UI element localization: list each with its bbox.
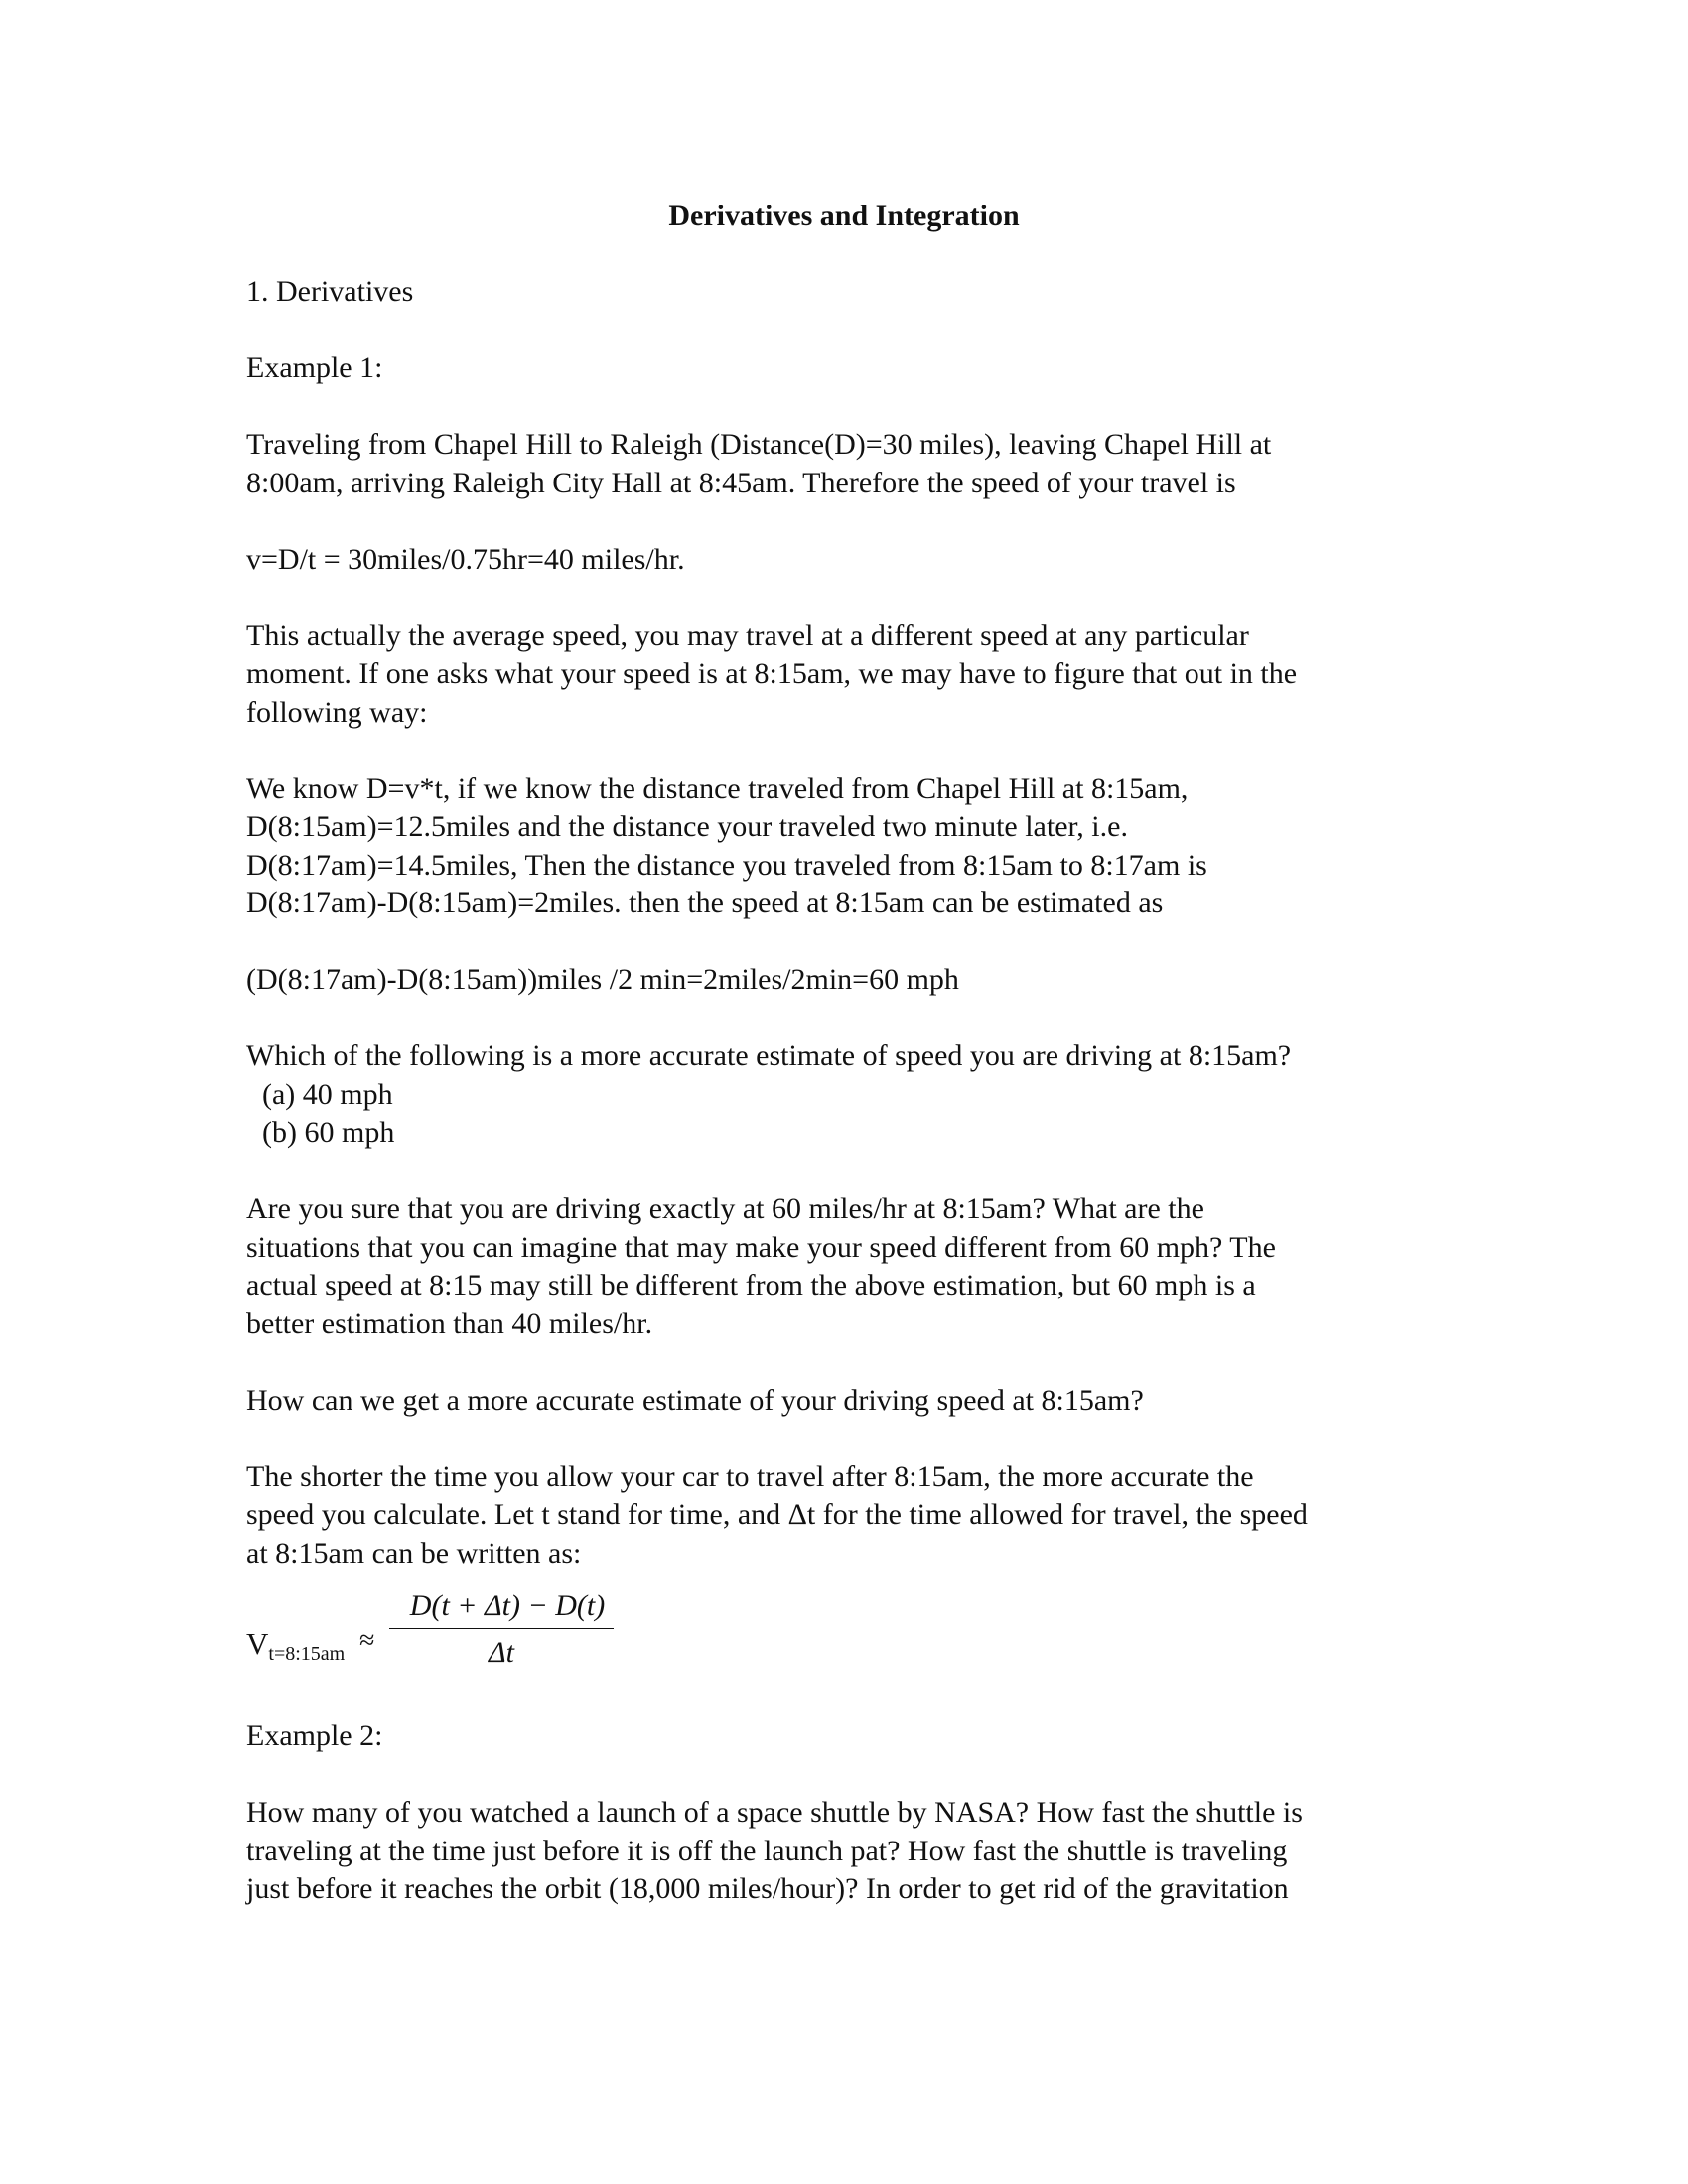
- formula-fraction: [389, 1588, 614, 1671]
- answer-options: [246, 1076, 1468, 1153]
- approx-symbol: ≈: [359, 1625, 375, 1656]
- text-line: The shorter the time you allow your car to travel after 8:15am, the more accurate the: [246, 1459, 1254, 1493]
- formula-subscript: t=8:15am: [268, 1643, 346, 1665]
- text-line: 8:00am, arriving Raleigh City Hall at 8:45am. Therefore the speed of your travel is: [246, 466, 1236, 499]
- text-line: Are you sure that you are driving exactly at 60 miles/hr at 8:15am? What are the: [246, 1192, 1204, 1225]
- speed-estimate-equation: (D(8:17am)-D(8:15am))miles /2 min=2miles/2min=60 mph: [246, 963, 959, 996]
- section-heading: 1. Derivatives: [246, 275, 414, 308]
- text-line: D(8:17am)-D(8:15am)=2miles. then the speed at 8:15am can be estimated as: [246, 887, 1164, 919]
- example-1-intro-paragraph: [246, 426, 1468, 502]
- document-title: Derivatives and Integration: [668, 200, 1020, 232]
- shorter-time-paragraph: [246, 1458, 1468, 1573]
- example-2-paragraph: [246, 1794, 1468, 1909]
- text-line: D(8:15am)=12.5miles and the distance your traveled two minute later, i.e.: [246, 810, 1128, 843]
- formula-variable: V: [246, 1626, 269, 1661]
- accuracy-paragraph: [246, 1190, 1468, 1343]
- text-line: speed you calculate. Let t stand for time, and Δt for the time allowed for travel, the speed: [246, 1498, 1308, 1531]
- example-2-label: Example 2:: [246, 1719, 383, 1752]
- text-line: better estimation than 40 miles/hr.: [246, 1306, 653, 1340]
- text-line: situations that you can imagine that may make your speed different from 60 mph? The: [246, 1230, 1276, 1264]
- text-line: traveling at the time just before it is off the launch pat? How fast the shuttle is traveling: [246, 1834, 1288, 1867]
- document-body: [246, 273, 1468, 1947]
- text-line: at 8:15am can be written as:: [246, 1536, 582, 1570]
- text-line: just before it reaches the orbit (18,000 miles/hour)? In order to get rid of the gravitation: [246, 1872, 1289, 1905]
- accurate-estimate-question: How can we get a more accurate estimate of your driving speed at 8:15am?: [246, 1383, 1144, 1417]
- formula-numerator: D(t + Δt) − D(t): [409, 1589, 606, 1622]
- text-line: moment. If one asks what your speed is at 8:15am, we may have to figure that out in the: [246, 657, 1298, 690]
- text-line: actual speed at 8:15 may still be different from the above estimation, but 60 mph is a: [246, 1269, 1256, 1301]
- average-speed-paragraph: [246, 617, 1468, 733]
- option-b: (b) 60 mph: [262, 1116, 395, 1149]
- formula-denominator: Δt: [489, 1636, 514, 1669]
- derivative-formula: [246, 1588, 1468, 1698]
- text-line: We know D=v*t, if we know the distance traveled from Chapel Hill at 8:15am,: [246, 771, 1189, 805]
- average-speed-equation: v=D/t = 30miles/0.75hr=40 miles/hr.: [246, 542, 685, 576]
- text-line: following way:: [246, 695, 428, 729]
- fraction-bar: [389, 1628, 614, 1629]
- distance-paragraph: [246, 770, 1468, 923]
- example-1-label: Example 1:: [246, 351, 383, 384]
- formula-lhs: [246, 1625, 345, 1674]
- option-a: (a) 40 mph: [262, 1077, 393, 1111]
- question-text: Which of the following is a more accurate estimate of speed you are driving at 8:15am?: [246, 1039, 1292, 1072]
- text-line: Traveling from Chapel Hill to Raleigh (Distance(D)=30 miles), leaving Chapel Hill at: [246, 428, 1272, 461]
- text-line: How many of you watched a launch of a space shuttle by NASA? How fast the shuttle is: [246, 1796, 1303, 1829]
- text-line: D(8:17am)=14.5miles, Then the distance you traveled from 8:15am to 8:17am is: [246, 848, 1207, 882]
- text-line: This actually the average speed, you may travel at a different speed at any particular: [246, 618, 1249, 652]
